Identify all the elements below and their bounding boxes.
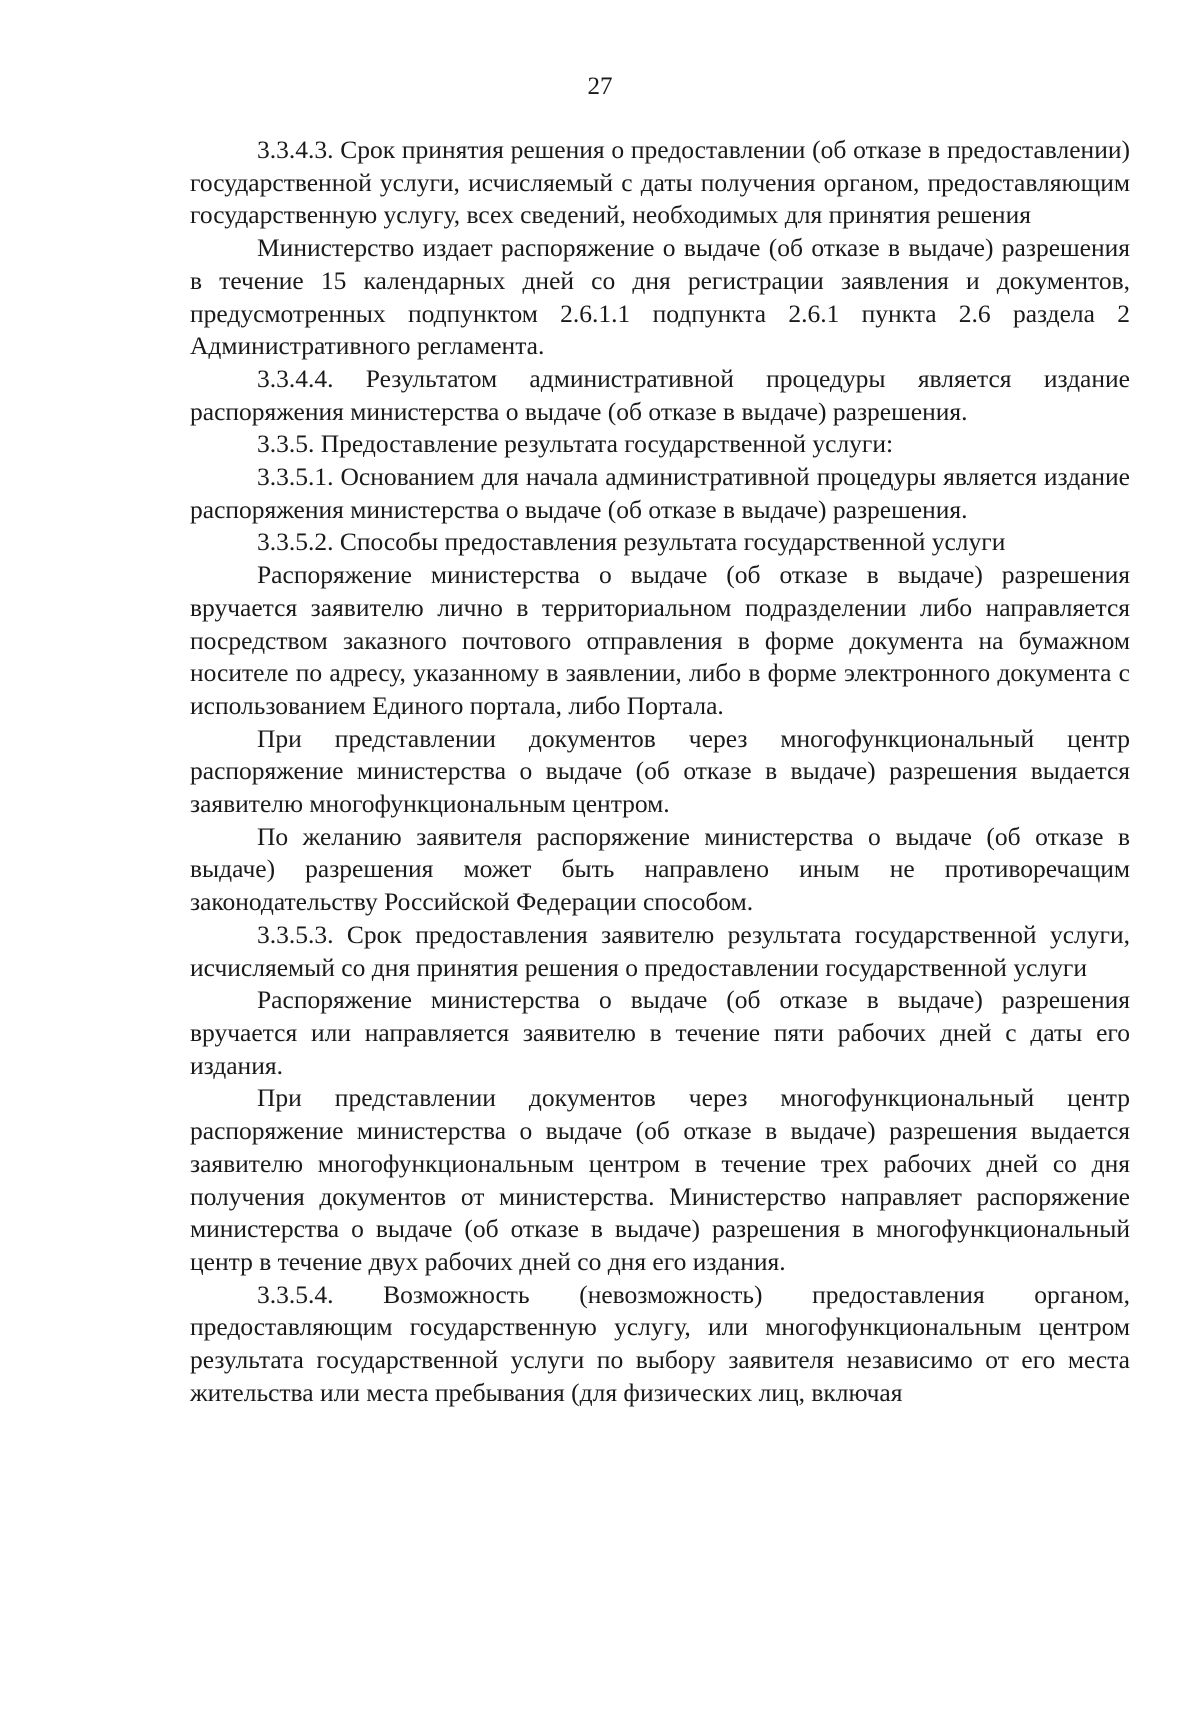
paragraph-3-3-4-4: 3.3.4.4. Результатом административной процедуры является издание распоряжения министерства о выдаче (об отказе в выдаче) разрешения. [190, 363, 1130, 426]
paragraph-delivery-methods: Распоряжение министерства о выдаче (об отказе в выдаче) разрешения вручается заявителю лично в территориальном подразделении либо направляется посредством заказного почтового отправления в форме документа на бумажном носителе по адресу, указанному в заявлении, либо в форме электронного документа с использованием Единого портала, либо Портала. [190, 560, 1130, 720]
paragraph-mfc-three-days: При представлении документов через многофункциональный центр распоряжение министерства о выдаче (об отказе в выдаче) разрешения выдается заявителю многофункциональным центром в течение трех рабочих дней со дня получения документов от министерства. Министерство направляет распоряжение министерства о выдаче (об отказе в выдаче) разрешения в многофункциональный центр в течение двух рабочих дней со дня его издания. [190, 1083, 1130, 1276]
paragraph-3-3-5-4: 3.3.5.4. Возможность (невозможность) предоставления органом, предоставляющим государственную услугу, или многофункциональным центром результата государственной услуги по выбору заявителя независимо от его места жительства или места пребывания (для физических лиц, включая [190, 1279, 1130, 1407]
page-number: 27 [587, 73, 613, 100]
paragraph-3-3-5: 3.3.5. Предоставление результата государственной услуги: [257, 429, 894, 459]
paragraph-mfc-issuance: При представлении документов через многофункциональный центр распоряжение министерства о выдаче (об отказе в выдаче) разрешения выдается заявителю многофункциональным центром. [190, 723, 1130, 819]
paragraph-3-3-5-3: 3.3.5.3. Срок предоставления заявителю результата государственной услуги, исчисляемый со дня принятия решения о предоставлении государственной услуги [190, 919, 1130, 982]
document-body [190, 134, 1130, 1409]
paragraph-applicant-request: По желанию заявителя распоряжение министерства о выдаче (об отказе в выдаче) разрешения может быть направлено иным не противоречащим законодательству Российской Федерации способом. [190, 821, 1130, 917]
paragraph-3-3-4-3: 3.3.4.3. Срок принятия решения о предоставлении (об отказе в предоставлении) государственной услуги, исчисляемый с даты получения органом, предоставляющим государственную услугу, всех сведений, необходимых для принятия решения [190, 135, 1130, 230]
paragraph-3-3-5-2: 3.3.5.2. Способы предоставления результата государственной услуги [257, 527, 1006, 557]
paragraph-five-days: Распоряжение министерства о выдаче (об отказе в выдаче) разрешения вручается или направляется заявителю в течение пяти рабочих дней с даты его издания. [190, 985, 1130, 1080]
paragraph-3-3-5-1: 3.3.5.1. Основанием для начала административной процедуры является издание распоряжения министерства о выдаче (об отказе в выдаче) разрешения. [190, 462, 1130, 524]
paragraph-ministry-issues-order: Министерство издает распоряжение о выдаче (об отказе в выдаче) разрешения в течение 15 календарных дней со дня регистрации заявления и документов, предусмотренных подпунктом 2.6.1.1 подпункта 2.6.1 пункта 2.6 раздела 2 Административного регламента. [190, 233, 1130, 361]
